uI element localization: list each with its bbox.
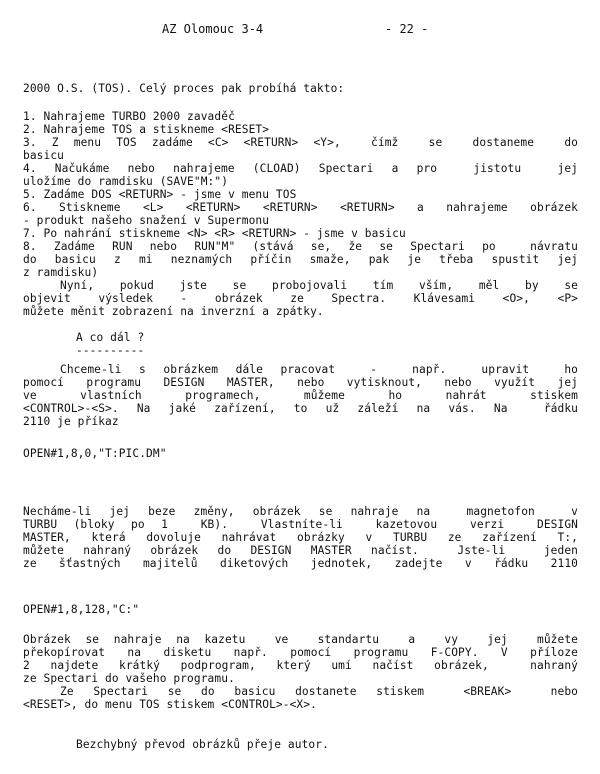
text-line: 2110 je příkaz	[23, 415, 119, 428]
magazine-title: AZ Olomouc 3-4	[162, 22, 264, 36]
text-line: 8. Zadáme RUN nebo RUN"M" (stává se, že se Spectari po návratu	[23, 240, 578, 253]
text-line: 3. Z menu TOS zadáme <C> <RETURN> <Y>, čímž se dostaneme do	[23, 136, 578, 149]
page-header	[0, 22, 600, 36]
text-line: Ze Spectari se do basicu dostanete stiskem <BREAK> nebo	[60, 685, 578, 698]
text-line: - produkt našeho snažení v Supermonu	[23, 214, 270, 227]
heading-underline: ----------	[76, 344, 145, 357]
text-line: 2 najdete krátký podprogram, který umí načíst obrázek, nahraný	[23, 659, 578, 672]
text-line: 1. Nahrajeme TURBO 2000 zavaděč	[23, 110, 235, 123]
text-line: Necháme-li jej beze změny, obrázek se nahraje na magnetofon v	[23, 505, 578, 518]
text-line: 6. Stiskneme <L> <RETURN> <RETURN> <RETURN> a nahrajeme obrázek	[23, 201, 578, 214]
text-line: Nyní, pokud jste se probojovali tím vším, měl by se	[60, 279, 578, 292]
page-number: - 22 -	[385, 22, 429, 36]
code-line: OPEN#1,8,128,"C:"	[23, 603, 140, 616]
text-line: MASTER, která dovoluje nahrávat obrázky v TURBU ze zařízení T:,	[23, 531, 578, 544]
text-line: 4. Načukáme nebo nahrajeme (CLOAD) Spectari a pro jistotu jej	[23, 162, 578, 175]
text-line: můžete měnit zobrazení na inverzní a zpátky.	[23, 305, 324, 318]
text-line: 7. Po nahrání stiskneme <N> <R> <RETURN> - jsme v basicu	[23, 227, 406, 240]
text-line: basicu	[23, 149, 65, 162]
text-line: pomocí programu DESIGN MASTER, nebo vytisknout, nebo využít jej	[23, 376, 578, 389]
closing-line: Bezchybný převod obrázků přeje autor.	[76, 738, 329, 751]
text-line: 2000 O.S. (TOS). Celý proces pak probíhá takto:	[23, 82, 345, 95]
text-line: ze Spectari do vašeho programu.	[23, 672, 235, 685]
text-line: objevit výsledek - obrázek ze Spectra. Klávesami <O>, <P>	[23, 292, 578, 305]
text-line: překopírovat na disketu např. pomocí programu F-COPY. V příloze	[23, 646, 578, 659]
text-line: uložíme do ramdisku (SAVE"M:")	[23, 175, 229, 188]
text-line: můžete nahraný obrázek do DESIGN MASTER načíst. Jste-li jeden	[23, 544, 578, 557]
text-line: 2. Nahrajeme TOS a stiskneme <RESET>	[23, 123, 270, 136]
section-heading: A co dál ?	[76, 331, 145, 344]
text-line: Obrázek se nahraje na kazetu ve standartu a vy jej můžete	[23, 633, 578, 646]
text-line: do basicu z mi neznamých příčin smaže, pak je třeba spustit jej	[23, 253, 578, 266]
text-line: TURBU (bloky po 1 KB). Vlastníte-li kazetovou verzi DESIGN	[23, 518, 578, 531]
text-line: 5. Zadáme DOS <RETURN> - jsme v menu TOS	[23, 188, 297, 201]
text-line: ve vlastních programech, můžeme ho nahrát stiskem	[23, 389, 578, 402]
text-line: Chceme-li s obrázkem dále pracovat - např. upravit ho	[60, 363, 578, 376]
text-line: z ramdisku)	[23, 266, 99, 279]
text-line: ze šťastných majitelů diketových jednotek, zadejte v řádku 2110	[23, 557, 578, 570]
text-line: <RESET>, do menu TOS stiskem <CONTROL>-<X>.	[23, 698, 317, 711]
text-line: <CONTROL>-<S>. Na jaké zařízení, to už záleží na vás. Na řádku	[23, 402, 578, 415]
code-line: OPEN#1,8,0,"T:PIC.DM"	[23, 447, 167, 460]
